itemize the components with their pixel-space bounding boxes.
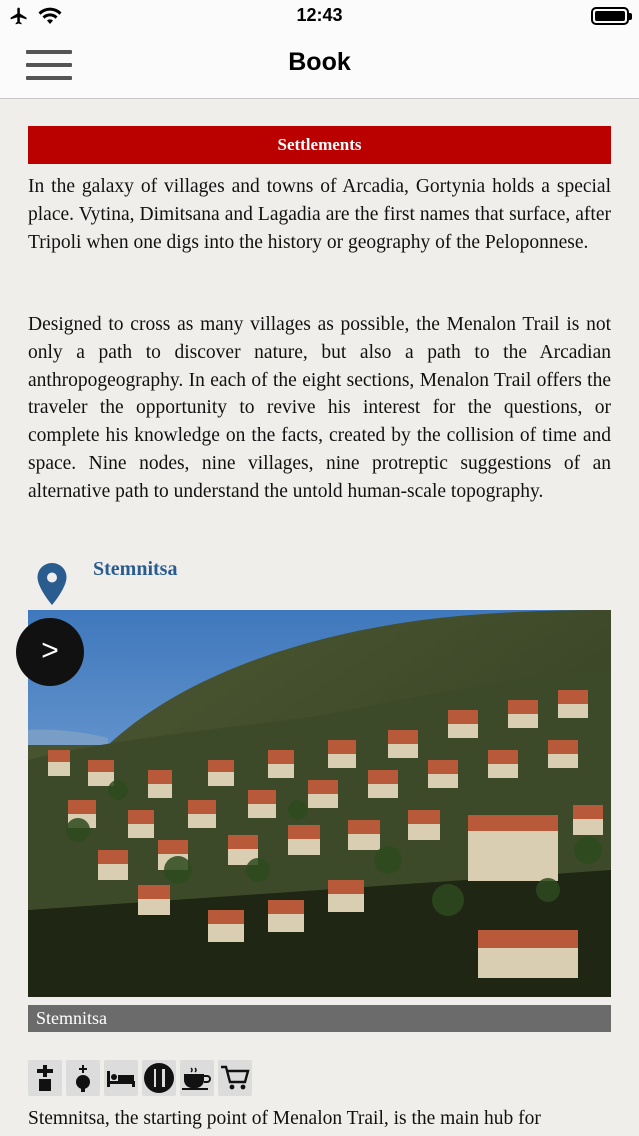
shop-icon[interactable]	[218, 1060, 252, 1096]
next-button[interactable]: >	[16, 618, 84, 686]
monastery-icon[interactable]	[66, 1060, 100, 1096]
battery-icon	[591, 7, 629, 25]
page-title: Book	[288, 48, 351, 76]
status-time: 12:43	[296, 5, 343, 25]
place-link[interactable]: Stemnitsa	[93, 558, 178, 580]
trail-paragraph: Designed to cross as many villages as possible, the Menalon Trail is not only a path to discover nature, but also a path to the Arcadian anthropogeography. In each of the eight sections, Menalon Trail offers the traveler the opportunity to revive his interest for the questions, or complete his knowledge on the facts, created by the collision of time and space. Nine nodes, nine villages, nine protreptic suggestions of an alternative path to understand the untold human-scale topography.	[28, 314, 611, 502]
status-bar	[0, 0, 639, 34]
intro-paragraph: In the galaxy of villages and towns of Arcadia, Gortynia holds a special place. Vytina, Dimitsana and Lagadia are the first names that surface, after Tripoli when one digs into the history or geography of the Peloponnese.	[28, 176, 611, 253]
restaurant-icon[interactable]	[142, 1060, 176, 1096]
stemnitsa-paragraph: Stemnitsa, the starting point of Menalon Trail, is the main hub for	[28, 1108, 541, 1129]
church-icon[interactable]	[28, 1060, 62, 1096]
content[interactable]	[0, 99, 639, 1136]
map-pin-icon[interactable]	[36, 562, 68, 606]
amenity-icons	[28, 1060, 252, 1096]
nav-bar	[0, 34, 639, 99]
village-photo	[28, 610, 611, 997]
cafe-icon[interactable]	[180, 1060, 214, 1096]
section-header: Settlements	[28, 126, 611, 164]
accommodation-icon[interactable]	[104, 1060, 138, 1096]
photo-caption: Stemnitsa	[28, 1005, 611, 1032]
